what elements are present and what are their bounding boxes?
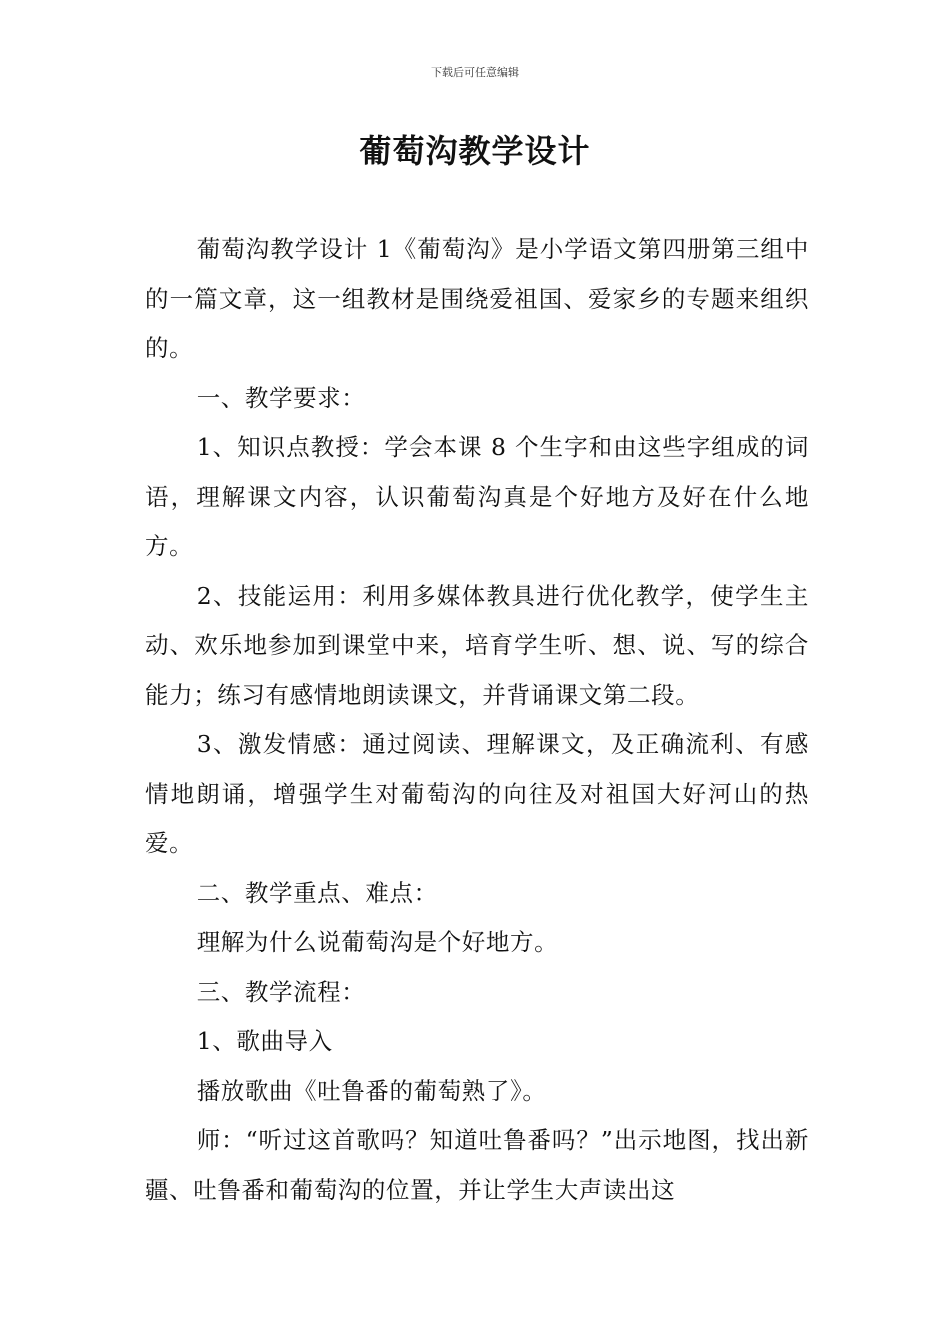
paragraph-teacher-question: 师：“听过这首歌吗？知道吐鲁番吗？”出示地图，找出新疆、吐鲁番和葡萄沟的位置，并让学生大声读出这 [145,1126,809,1204]
paragraph-knowledge: 1、知识点教授：学会本课 8 个生字和由这些字组成的词语，理解课文内容，认识葡萄沟真是个好地方及好在什么地方。 [145,433,809,560]
document-body [145,225,809,1215]
section-heading-requirements: 一、教学要求： [196,383,366,412]
paragraph-key-point: 理解为什么说葡萄沟是个好地方。 [196,928,559,956]
paragraph-intro: 葡萄沟教学设计 1《葡萄沟》是小学语文第四册第三组中的一篇文章，这一组教材是围绕爱祖国、爱家乡的专题来组织的。 [145,235,809,362]
section-heading-process: 三、教学流程： [196,977,366,1006]
paragraph-song-intro-heading: 1、歌曲导入 [196,1027,333,1055]
paragraph-emotion: 3、激发情感：通过阅读、理解课文，及正确流利、有感情地朗诵，增强学生对葡萄沟的向往及对祖国大好河山的热爱。 [145,730,809,857]
header-note: 下载后可任意编辑 [431,66,519,79]
document-title: 葡萄沟教学设计 [359,132,591,170]
section-heading-key-points: 二、教学重点、难点： [196,878,438,907]
paragraph-skills: 2、技能运用：利用多媒体教具进行优化教学，使学生主动、欢乐地参加到课堂中来，培育学生听、想、说、写的综合能力；练习有感情地朗读课文，并背诵课文第二段。 [145,581,809,709]
paragraph-play-song: 播放歌曲《吐鲁番的葡萄熟了》。 [196,1076,547,1105]
